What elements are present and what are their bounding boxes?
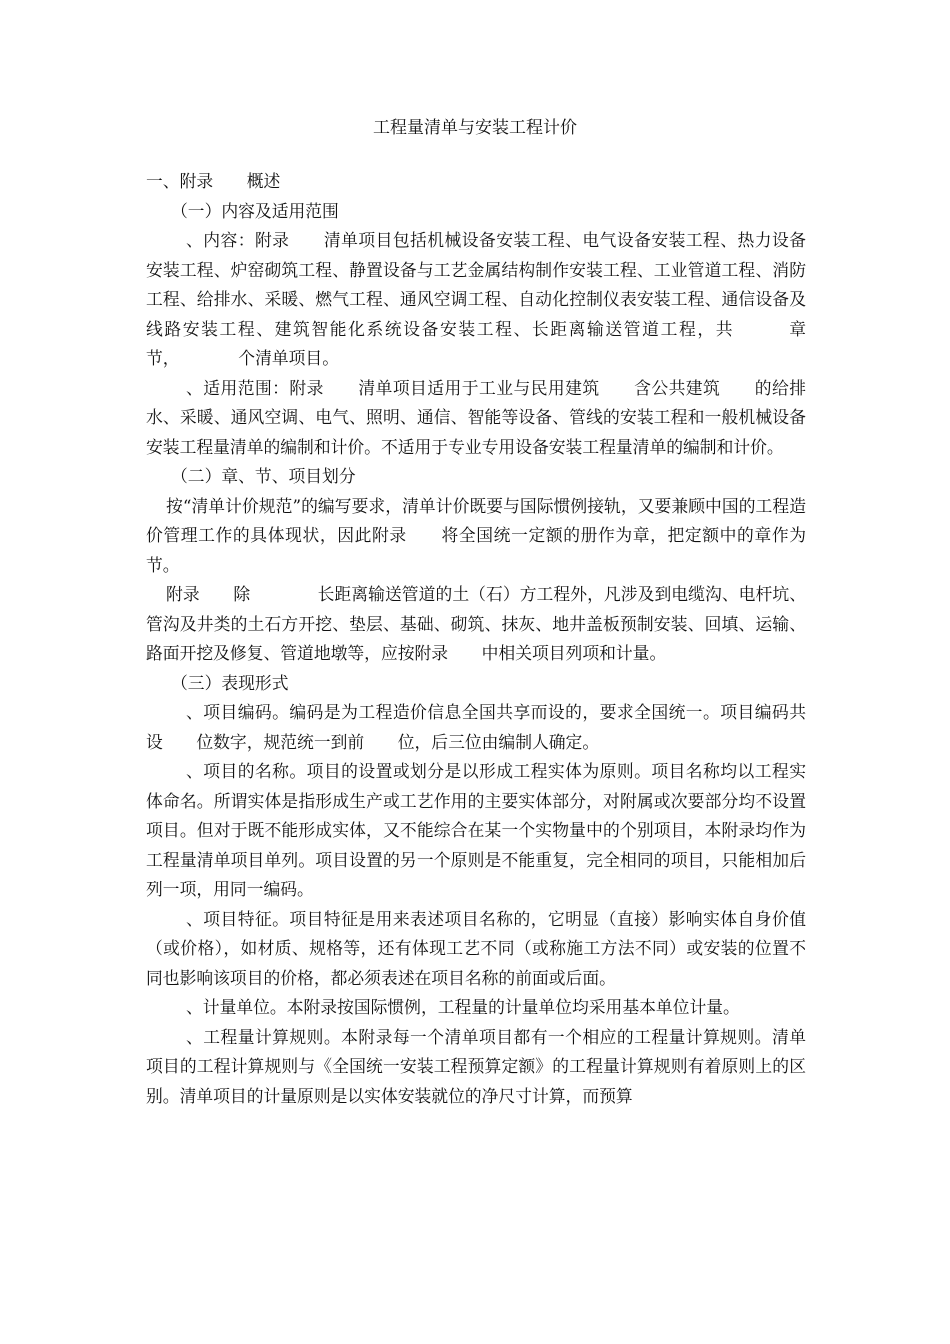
paragraph-content: 、内容：附录 清单项目包括机械设备安装工程、电气设备安装工程、热力设备安装工程、炉窑砌筑工程、静置设备与工艺金属结构制作安装工程、工业管道工程、消防工程、给排水、采暖、燃气工程、通风空调工程、自动化控制仪表安装工程、通信设备及线路安装工程、建筑智能化系统设备安装工程、长距离输送管道工程，共 章 节， 个清单项目。: [146, 230, 857, 368]
paragraph-chapter-2: 附录 除 长距离输送管道的土（石）方工程外，凡涉及到电缆沟、电杆坑、管沟及井类的土石方开挖、垫层、基础、砌筑、抹灰、地井盖板预制安装、回填、运输、路面开挖及修复、管道地墩等，应按附录 中相关项目列项和计量。: [146, 584, 806, 663]
paragraph-item-name: 、项目的名称。项目的设置或划分是以形成工程实体为原则。项目名称均以工程实体命名。所谓实体是指形成生产或工艺作用的主要实体部分，对附属或次要部分均不设置项目。但对于既不能形成实体，又不能综合在某一个实物量中的个别项目，本附录均作为工程量清单项目单列。项目设置的另一个原则是不能重复，完全相同的项目，只能相加后列一项，用同一编码。: [146, 761, 806, 899]
paragraph-calc-rule: 、工程量计算规则。本附录每一个清单项目都有一个相应的工程量计算规则。清单项目的工程计算规则与《全国统一安装工程预算定额》的工程量计算规则有着原则上的区别。清单项目的计量原则是以实体安装就位的净尺寸计算，而预算: [146, 1026, 806, 1106]
paragraph-chapter-1: 按“清单计价规范”的编写要求，清单计价既要与国际惯例接轨，又要兼顾中国的工程造价管理工作的具体现状，因此附录 将全国统一定额的册作为章，把定额中的章作为节。: [146, 495, 806, 575]
paragraph-unit: 、计量单位。本附录按国际惯例，工程量的计量单位均采用基本单位计量。: [186, 997, 740, 1017]
heading-content-scope: （一）内容及适用范围: [171, 200, 339, 221]
paragraph-item-feature: 、项目特征。项目特征是用来表述项目名称的，它明显（直接）影响实体自身价值（或价格），如材质、规格等，还有体现工艺不同（或称施工方法不同）或安装的位置不同也影响该项目的价格，都必须表述在项目名称的前面或后面。: [146, 908, 806, 988]
document-body: [146, 167, 857, 1111]
heading-form: （三）表现形式: [171, 672, 289, 693]
paragraph-scope: 、适用范围：附录 清单项目适用于工业与民用建筑 含公共建筑 的给排水、采暖、通风空调、电气、照明、通信、智能等设备、管线的安装工程和一般机械设备安装工程量清单的编制和计价。不适用于专业专用设备安装工程量清单的编制和计价。: [146, 377, 806, 457]
heading-chapter-division: （二）章、节、项目划分: [171, 466, 356, 486]
paragraph-item-code: 、项目编码。编码是为工程造价信息全国共享而设的，要求全国统一。项目编码共设 位数字，规范统一到前 位，后三位由编制人确定。: [146, 702, 806, 752]
document-title: 工程量清单与安装工程计价: [373, 118, 577, 138]
heading-appendix-overview: 一、附录 概述: [146, 171, 281, 191]
